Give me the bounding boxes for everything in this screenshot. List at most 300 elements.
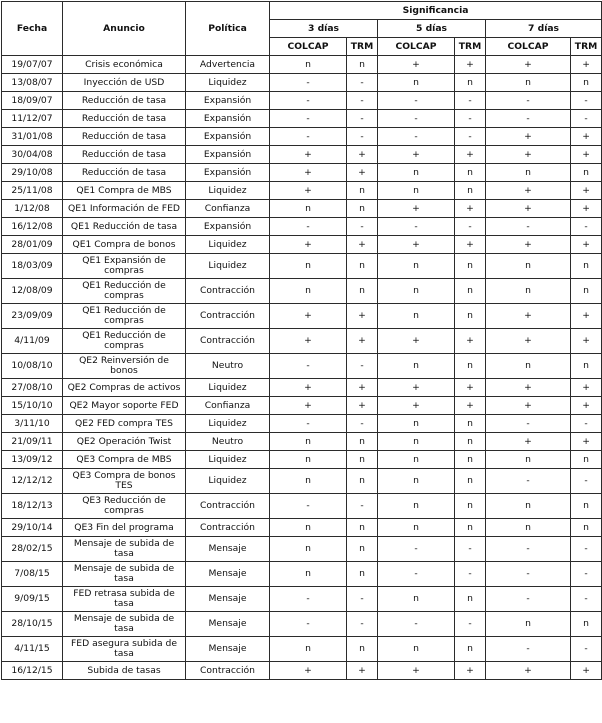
anuncio-line: compras [104,505,144,516]
cell-anuncio: Reducción de tasa [63,146,186,164]
cell-significance: n [378,415,455,433]
cell-fecha: 18/03/09 [2,254,63,279]
cell-significance: n [378,182,455,200]
table-row [2,182,602,200]
cell-significance: + [571,236,602,254]
cell-significance: n [486,254,571,279]
cell-politica: Liquidez [186,379,270,397]
cell-fecha: 12/08/09 [2,279,63,304]
cell-significance: n [455,254,486,279]
cell-significance: + [347,304,378,329]
cell-anuncio: QE3 Compra de MBS [63,451,186,469]
cell-politica: Contracción [186,662,270,680]
cell-significance: - [378,218,455,236]
cell-significance: - [378,562,455,587]
anuncio-line: QE3 Reducción de [82,495,166,506]
cell-politica: Neutro [186,433,270,451]
cell-significance: + [455,146,486,164]
cell-significance: n [378,587,455,612]
cell-significance: n [347,254,378,279]
cell-significance: - [486,218,571,236]
cell-significance: - [270,92,347,110]
cell-significance: - [378,128,455,146]
cell-fecha: 31/01/08 [2,128,63,146]
cell-significance: n [347,537,378,562]
cell-significance: n [347,182,378,200]
anuncio-line: QE1 Expansión de [82,255,166,266]
cell-significance: - [347,494,378,519]
cell-anuncio: QE1 Compra de MBS [63,182,186,200]
cell-politica: Mensaje [186,587,270,612]
cell-anuncio: Reducción de tasa [63,110,186,128]
cell-significance: + [270,164,347,182]
cell-politica: Neutro [186,354,270,379]
cell-significance: + [347,397,378,415]
cell-fecha: 30/04/08 [2,146,63,164]
cell-fecha: 23/09/09 [2,304,63,329]
cell-fecha: 15/10/10 [2,397,63,415]
cell-significance: n [270,451,347,469]
cell-significance: + [378,146,455,164]
header-period-7: 7 días [486,20,602,38]
cell-fecha: 13/08/07 [2,74,63,92]
table-row [2,128,602,146]
cell-significance: n [378,451,455,469]
cell-significance: - [347,92,378,110]
anuncio-line: compras [104,315,144,326]
cell-significance: n [486,451,571,469]
cell-anuncio [63,612,186,637]
header-significancia: Significancia [270,2,602,20]
cell-significance: n [270,279,347,304]
cell-politica: Contracción [186,329,270,354]
cell-significance: n [378,433,455,451]
cell-significance: + [347,164,378,182]
cell-significance: - [486,92,571,110]
cell-significance: + [571,128,602,146]
cell-significance: n [571,494,602,519]
cell-significance: n [455,354,486,379]
cell-anuncio [63,254,186,279]
cell-significance: n [486,494,571,519]
cell-fecha: 12/12/12 [2,469,63,494]
cell-significance: + [347,662,378,680]
anuncio-line: tasa [114,548,134,559]
table-row [2,74,602,92]
header-anuncio: Anuncio [63,2,186,56]
header-trm: TRM [455,38,486,56]
cell-politica: Liquidez [186,451,270,469]
cell-significance: n [270,562,347,587]
cell-significance: - [486,110,571,128]
cell-significance: + [378,56,455,74]
table-row [2,329,602,354]
cell-significance: n [455,433,486,451]
cell-fecha: 25/11/08 [2,182,63,200]
cell-significance: - [571,110,602,128]
anuncio-line: tasa [114,573,134,584]
cell-significance: + [486,329,571,354]
cell-politica: Liquidez [186,469,270,494]
cell-significance: n [571,164,602,182]
cell-significance: n [347,469,378,494]
cell-significance: - [347,74,378,92]
cell-significance: - [270,128,347,146]
cell-significance: n [378,164,455,182]
cell-significance: n [455,182,486,200]
cell-significance: + [455,379,486,397]
cell-significance: n [571,519,602,537]
cell-fecha: 4/11/15 [2,637,63,662]
table-row [2,279,602,304]
cell-significance: - [270,494,347,519]
cell-fecha: 3/11/10 [2,415,63,433]
cell-significance: - [571,92,602,110]
table-row [2,164,602,182]
cell-significance: + [455,236,486,254]
cell-significance: - [378,92,455,110]
table-row [2,218,602,236]
cell-significance: n [378,254,455,279]
cell-significance: - [347,612,378,637]
cell-politica: Liquidez [186,254,270,279]
cell-fecha: 27/08/10 [2,379,63,397]
cell-fecha: 18/12/13 [2,494,63,519]
cell-significance: n [571,354,602,379]
header-fecha: Fecha [2,2,63,56]
cell-significance: - [270,354,347,379]
cell-significance: n [571,279,602,304]
cell-significance: n [347,519,378,537]
table-row [2,56,602,74]
cell-politica: Confianza [186,397,270,415]
cell-significance: - [347,110,378,128]
cell-significance: + [455,200,486,218]
table-row [2,200,602,218]
cell-significance: n [270,637,347,662]
cell-anuncio [63,587,186,612]
cell-significance: - [486,637,571,662]
cell-significance: n [270,200,347,218]
cell-significance: n [486,612,571,637]
cell-significance: n [347,637,378,662]
anuncio-line: tasa [114,598,134,609]
cell-significance: - [270,74,347,92]
header-period-3: 3 días [270,20,378,38]
cell-significance: - [378,110,455,128]
cell-significance: - [571,637,602,662]
cell-politica: Mensaje [186,537,270,562]
cell-significance: + [347,379,378,397]
cell-anuncio: QE2 FED compra TES [63,415,186,433]
cell-anuncio: Inyección de USD [63,74,186,92]
cell-significance: + [571,379,602,397]
cell-significance: - [270,612,347,637]
cell-anuncio [63,562,186,587]
cell-significance: + [571,200,602,218]
cell-fecha: 7/08/15 [2,562,63,587]
cell-significance: + [455,56,486,74]
cell-anuncio [63,469,186,494]
cell-politica: Contracción [186,304,270,329]
cell-significance: + [486,397,571,415]
cell-anuncio: QE1 Compra de bonos [63,236,186,254]
cell-significance: + [378,662,455,680]
table-row [2,236,602,254]
cell-significance: - [347,218,378,236]
cell-significance: n [455,415,486,433]
cell-significance: - [378,612,455,637]
cell-politica: Expansión [186,92,270,110]
cell-significance: - [270,587,347,612]
cell-anuncio: Reducción de tasa [63,128,186,146]
cell-significance: + [486,379,571,397]
cell-significance: n [486,519,571,537]
cell-anuncio: Subida de tasas [63,662,186,680]
cell-significance: + [347,329,378,354]
table-row [2,304,602,329]
table-row [2,612,602,637]
anuncio-line: Mensaje de subida de [73,563,175,574]
cell-significance: + [270,329,347,354]
cell-significance: n [378,279,455,304]
anuncio-line: bonos [110,365,138,376]
cell-significance: - [455,128,486,146]
cell-fecha: 19/07/07 [2,56,63,74]
table-row [2,537,602,562]
cell-significance: - [486,469,571,494]
cell-politica: Contracción [186,494,270,519]
cell-politica: Liquidez [186,182,270,200]
cell-fecha: 10/08/10 [2,354,63,379]
cell-significance: n [378,304,455,329]
cell-significance: - [347,354,378,379]
cell-politica: Expansión [186,110,270,128]
cell-significance: + [571,182,602,200]
cell-anuncio [63,304,186,329]
cell-anuncio: QE1 Información de FED [63,200,186,218]
table-row [2,433,602,451]
anuncio-line: QE3 Compra de bonos [72,470,176,481]
cell-anuncio: Reducción de tasa [63,92,186,110]
table-row [2,146,602,164]
cell-significance: - [455,110,486,128]
cell-significance: - [571,537,602,562]
cell-anuncio [63,354,186,379]
cell-significance: n [378,74,455,92]
table-row [2,637,602,662]
cell-anuncio: QE2 Compras de activos [63,379,186,397]
cell-anuncio: QE1 Reducción de tasa [63,218,186,236]
cell-significance: - [347,587,378,612]
cell-significance: + [270,146,347,164]
cell-politica: Confianza [186,200,270,218]
header-trm: TRM [347,38,378,56]
cell-significance: n [347,200,378,218]
table-row [2,397,602,415]
cell-significance: + [571,146,602,164]
cell-significance: n [455,637,486,662]
cell-significance: n [378,519,455,537]
cell-anuncio [63,329,186,354]
significance-table [1,1,602,680]
cell-fecha: 13/09/12 [2,451,63,469]
table-row [2,469,602,494]
cell-fecha: 1/12/08 [2,200,63,218]
cell-significance: - [347,128,378,146]
cell-significance: n [347,451,378,469]
cell-significance: + [486,56,571,74]
cell-significance: + [378,397,455,415]
table-body [2,56,602,680]
cell-politica: Contracción [186,519,270,537]
cell-significance: n [378,494,455,519]
cell-significance: n [486,164,571,182]
anuncio-line: compras [104,290,144,301]
table-row [2,519,602,537]
cell-fecha: 29/10/08 [2,164,63,182]
cell-anuncio: QE2 Operación Twist [63,433,186,451]
anuncio-line: tasa [114,623,134,634]
cell-significance: + [378,329,455,354]
cell-significance: n [486,74,571,92]
cell-anuncio: QE2 Mayor soporte FED [63,397,186,415]
header-politica: Política [186,2,270,56]
cell-significance: n [455,164,486,182]
cell-significance: n [455,74,486,92]
cell-politica: Liquidez [186,236,270,254]
cell-significance: n [270,56,347,74]
cell-significance: + [455,662,486,680]
cell-significance: n [455,304,486,329]
table-row [2,254,602,279]
cell-significance: n [270,469,347,494]
cell-significance: - [571,218,602,236]
cell-politica: Contracción [186,279,270,304]
cell-politica: Expansión [186,218,270,236]
cell-significance: - [347,415,378,433]
cell-significance: n [571,254,602,279]
cell-significance: n [378,354,455,379]
header-colcap: COLCAP [486,38,571,56]
cell-significance: n [378,637,455,662]
cell-significance: + [378,379,455,397]
cell-fecha: 16/12/08 [2,218,63,236]
table-row [2,494,602,519]
cell-significance: n [455,587,486,612]
cell-politica: Mensaje [186,637,270,662]
cell-politica: Liquidez [186,415,270,433]
anuncio-line: FED asegura subida de [71,638,177,649]
cell-significance: n [571,451,602,469]
cell-fecha: 18/09/07 [2,92,63,110]
cell-politica: Expansión [186,128,270,146]
cell-politica: Advertencia [186,56,270,74]
table-row [2,662,602,680]
table-row [2,92,602,110]
cell-significance: - [270,415,347,433]
header-colcap: COLCAP [378,38,455,56]
cell-politica: Mensaje [186,612,270,637]
cell-significance: + [571,397,602,415]
cell-significance: n [486,279,571,304]
cell-significance: + [486,182,571,200]
cell-significance: - [455,612,486,637]
anuncio-line: QE1 Reducción de [82,305,166,316]
cell-significance: + [455,329,486,354]
cell-anuncio [63,637,186,662]
cell-significance: - [455,537,486,562]
cell-significance: - [270,110,347,128]
cell-significance: - [486,415,571,433]
cell-significance: + [571,329,602,354]
cell-significance: + [486,433,571,451]
cell-politica: Expansión [186,146,270,164]
cell-fecha: 21/09/11 [2,433,63,451]
cell-fecha: 16/12/15 [2,662,63,680]
cell-significance: n [571,612,602,637]
cell-significance: + [571,433,602,451]
cell-significance: - [571,415,602,433]
cell-significance: + [270,304,347,329]
cell-significance: n [455,451,486,469]
table-row [2,110,602,128]
cell-anuncio [63,279,186,304]
cell-significance: n [486,354,571,379]
cell-significance: + [486,200,571,218]
cell-politica: Liquidez [186,74,270,92]
anuncio-line: compras [104,265,144,276]
anuncio-line: QE2 Reinversión de [79,355,169,366]
cell-significance: n [347,56,378,74]
cell-significance: n [347,279,378,304]
cell-significance: + [571,662,602,680]
cell-significance: + [270,182,347,200]
cell-significance: n [378,469,455,494]
cell-politica: Mensaje [186,562,270,587]
cell-fecha: 9/09/15 [2,587,63,612]
table-row [2,451,602,469]
cell-anuncio: Reducción de tasa [63,164,186,182]
anuncio-line: Mensaje de subida de [73,613,175,624]
cell-fecha: 29/10/14 [2,519,63,537]
cell-significance: + [270,662,347,680]
cell-anuncio: Crisis económica [63,56,186,74]
anuncio-line: TES [115,480,133,491]
anuncio-line: Mensaje de subida de [73,538,175,549]
cell-significance: + [486,128,571,146]
cell-significance: + [486,236,571,254]
anuncio-line: tasa [114,648,134,659]
anuncio-line: compras [104,340,144,351]
cell-anuncio: QE3 Fin del programa [63,519,186,537]
cell-significance: - [571,587,602,612]
cell-significance: + [270,397,347,415]
cell-significance: n [455,469,486,494]
cell-significance: - [270,218,347,236]
cell-significance: n [455,519,486,537]
cell-anuncio [63,494,186,519]
cell-significance: n [571,74,602,92]
table-row [2,379,602,397]
header-colcap: COLCAP [270,38,347,56]
cell-significance: + [486,146,571,164]
cell-fecha: 28/02/15 [2,537,63,562]
cell-significance: n [455,279,486,304]
cell-fecha: 4/11/09 [2,329,63,354]
cell-significance: + [347,236,378,254]
cell-significance: n [270,254,347,279]
